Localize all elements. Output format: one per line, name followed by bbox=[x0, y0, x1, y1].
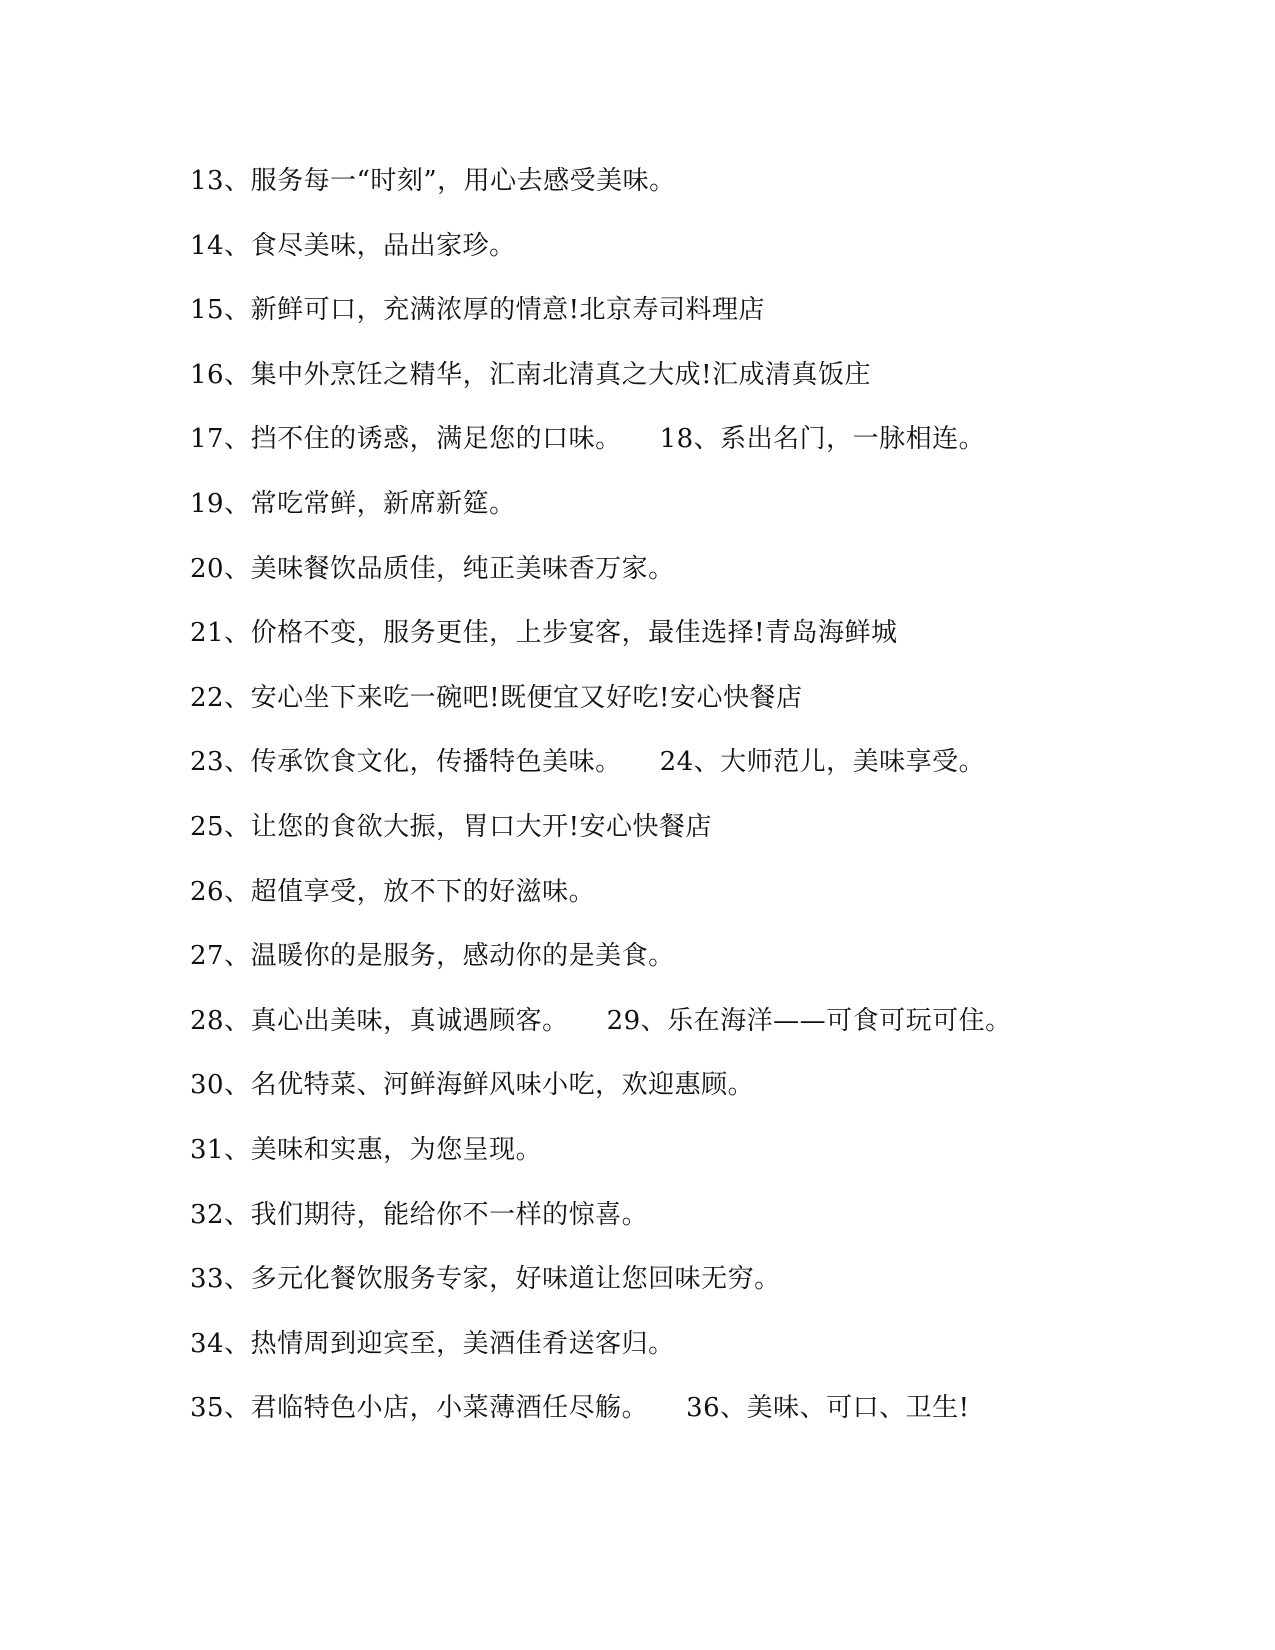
slogan-text: 35、君临特色小店，小菜薄酒任尽觞。 bbox=[190, 1393, 649, 1424]
slogan-line bbox=[190, 360, 1090, 425]
slogan-text: 18、系出名门，一脉相连。 bbox=[659, 424, 986, 455]
slogan-text: 28、真心出美味，真诚遇顾客。 bbox=[190, 1005, 569, 1036]
slogan-text: 21、价格不变，服务更佳，上步宴客，最佳选择!青岛海鲜城 bbox=[190, 618, 898, 649]
slogan-line bbox=[190, 424, 1090, 489]
slogan-text: 13、服务每一“时刻”，用心去感受美味。 bbox=[190, 166, 676, 196]
slogan-text: 26、超值享受，放不下的好滋味。 bbox=[190, 876, 596, 907]
slogan-line bbox=[190, 1070, 1090, 1135]
slogan-text: 32、我们期待，能给你不一样的惊喜。 bbox=[190, 1199, 649, 1230]
slogan-line bbox=[190, 618, 1090, 683]
slogan-text: 20、美味餐饮品质佳，纯正美味香万家。 bbox=[190, 553, 675, 584]
slogan-text: 25、让您的食欲大振，胃口大开!安心快餐店 bbox=[190, 811, 713, 842]
slogan-line bbox=[190, 812, 1090, 877]
slogan-line bbox=[190, 747, 1090, 812]
slogan-list bbox=[190, 166, 1090, 1458]
slogan-text: 23、传承饮食文化，传播特色美味。 bbox=[190, 747, 622, 778]
slogan-line bbox=[190, 1006, 1090, 1071]
slogan-text: 30、名优特菜、河鲜海鲜风味小吃，欢迎惠顾。 bbox=[190, 1070, 755, 1101]
slogan-line bbox=[190, 1200, 1090, 1265]
slogan-line bbox=[190, 1393, 1090, 1458]
slogan-line bbox=[190, 231, 1090, 296]
slogan-text: 17、挡不住的诱惑，满足您的口味。 bbox=[190, 424, 622, 455]
slogan-text: 31、美味和实惠，为您呈现。 bbox=[190, 1134, 543, 1165]
slogan-line bbox=[190, 554, 1090, 619]
slogan-text: 19、常吃常鲜，新席新筵。 bbox=[190, 488, 516, 519]
slogan-line bbox=[190, 683, 1090, 748]
slogan-text: 15、新鲜可口，充满浓厚的情意!北京寿司料理店 bbox=[190, 295, 766, 326]
slogan-text: 27、温暖你的是服务，感动你的是美食。 bbox=[190, 941, 675, 972]
slogan-text: 29、乐在海洋——可食可玩可住。 bbox=[606, 1005, 1012, 1036]
slogan-text: 24、大师范儿，美味享受。 bbox=[659, 747, 986, 778]
slogan-text: 33、多元化餐饮服务专家，好味道让您回味无穷。 bbox=[190, 1264, 781, 1295]
slogan-text: 16、集中外烹饪之精华，汇南北清真之大成!汇成清真饭庄 bbox=[190, 359, 872, 390]
slogan-text: 34、热情周到迎宾至，美酒佳肴送客归。 bbox=[190, 1328, 675, 1359]
slogan-line bbox=[190, 166, 1090, 231]
slogan-line bbox=[190, 1264, 1090, 1329]
slogan-line bbox=[190, 941, 1090, 1006]
slogan-line bbox=[190, 1329, 1090, 1394]
slogan-line bbox=[190, 489, 1090, 554]
slogan-line bbox=[190, 295, 1090, 360]
slogan-line bbox=[190, 1135, 1090, 1200]
slogan-line bbox=[190, 877, 1090, 942]
slogan-text: 36、美味、可口、卫生! bbox=[686, 1393, 970, 1424]
slogan-text: 22、安心坐下来吃一碗吧!既便宜又好吃!安心快餐店 bbox=[190, 682, 803, 713]
slogan-text: 14、食尽美味，品出家珍。 bbox=[190, 230, 516, 261]
